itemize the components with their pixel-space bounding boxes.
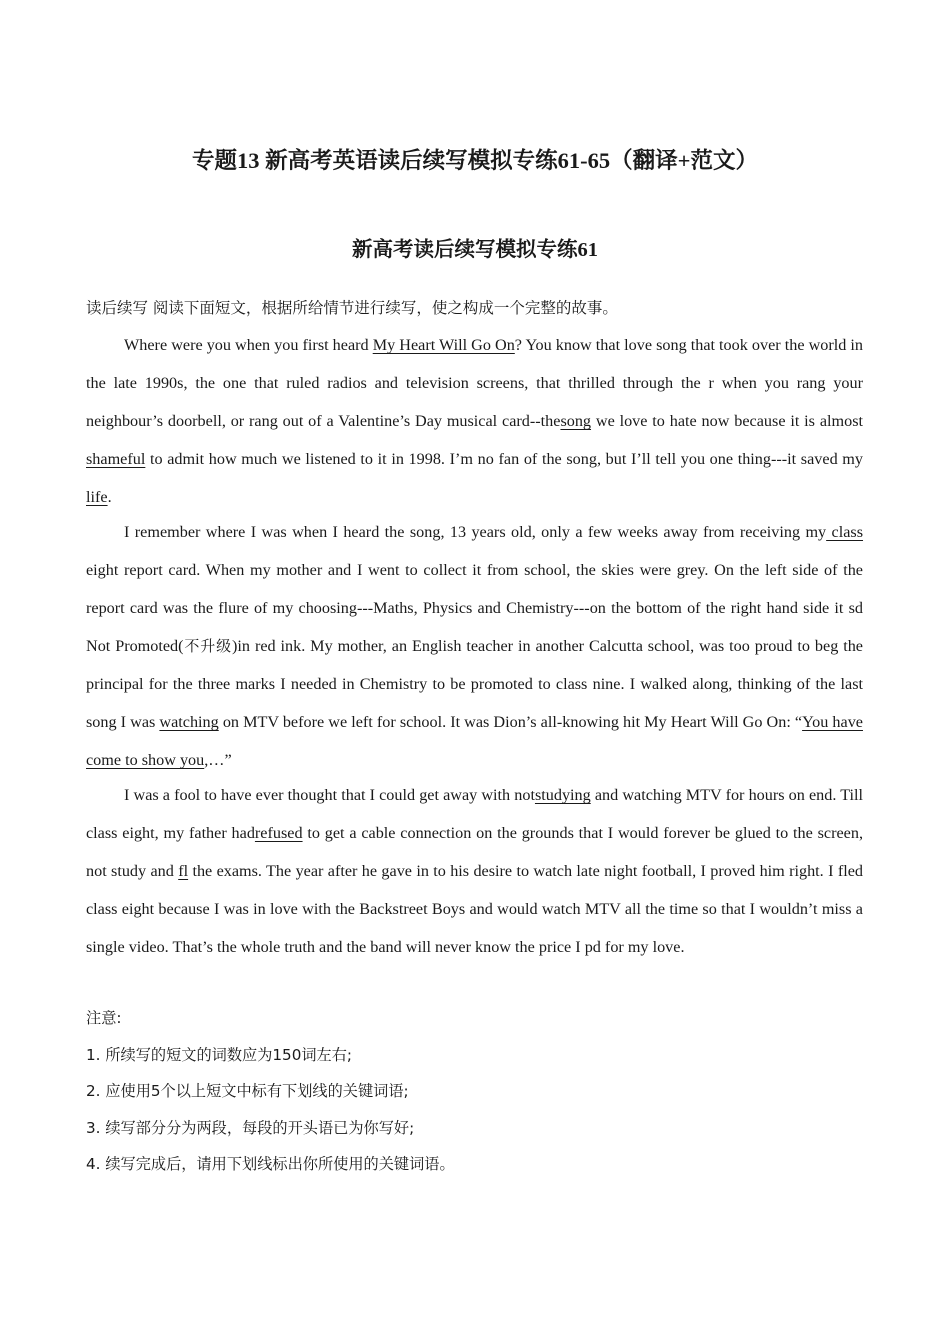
underlined-keyword: studying: [534, 786, 591, 804]
notes-item: 4. 续写完成后，请用下划线标出你所使用的关键词语。: [86, 1155, 455, 1173]
underlined-keyword: life: [86, 488, 108, 506]
chinese-gloss: 不升级: [183, 637, 233, 655]
notes-item: 2. 应使用5个以上短文中标有下划线的关键词语;: [86, 1082, 409, 1100]
document-title: 专题13 新高考英语读后续写模拟专练61-65（翻译+范文）: [192, 148, 758, 173]
underlined-keyword: refused: [254, 824, 303, 842]
underlined-keyword: My Heart Will Go On: [372, 336, 515, 354]
task-instruction: 读后续写 阅读下面短文，根据所给情节进行续写，使之构成一个完整的故事。: [86, 299, 618, 317]
notes-item: 3. 续写部分分为两段，每段的开头语已为你写好;: [86, 1118, 415, 1137]
text-run: to get a cable connection on the grounds that I would forever be glued to the screen, not study and: [86, 824, 863, 880]
text-run: eight report card. When my mother and I went to collect it from school, the skies were grey. On the left side of the report card was the flure of my choosing---Maths, Physics and Chemistry---on the bottom of the right hand side it sd Not Promoted(: [86, 561, 863, 655]
text-run: and watching MTV for hours on end. Till class eight, my father had: [86, 786, 864, 842]
text-run: on MTV before we left for school. It was Dion’s all-knowing hit My Heart Will Go On: “: [218, 713, 803, 731]
passage-paragraph-1: [86, 326, 863, 516]
text-run: ,…”: [204, 751, 232, 769]
notes-item: 1. 所续写的短文的词数应为150词左右;: [86, 1045, 353, 1064]
underlined-keyword: You have come to show you: [86, 713, 863, 769]
text-run: I was a fool to have ever thought that I could get away with not: [124, 786, 535, 804]
text-run: Where were you when you first heard: [124, 336, 373, 354]
underlined-keyword: watching: [159, 713, 219, 731]
notes-heading: 注意:: [86, 1009, 122, 1027]
underlined-keyword: class: [826, 523, 864, 541]
text-run: to admit how much we listened to it in 1998. I’m no fan of the song, but I’ll tell you one thing---it saved my: [145, 450, 863, 468]
text-run: ? You know that love song that took over the world in the late 1990s, the one that ruled radios and television screens, that thrilled through the r when you rang your neighbour’s doorbell, or rang out of a Valentine’s Day musical card--the: [86, 336, 863, 430]
text-run: I remember where I was when I heard the song, 13 years old, only a few weeks away from receiving my: [124, 523, 827, 541]
section-title: 新高考读后续写模拟专练61: [352, 239, 598, 261]
text-run: we love to hate now because it is almost: [591, 412, 863, 430]
notes-section: [86, 1003, 866, 1186]
text-run: .: [107, 488, 112, 506]
underlined-keyword: shameful: [86, 450, 146, 468]
passage-paragraph-3: [86, 776, 863, 966]
underlined-keyword: fl: [178, 862, 189, 880]
underlined-keyword: song: [560, 412, 592, 430]
passage-paragraph-2: [86, 513, 863, 779]
reading-passage: [86, 326, 863, 963]
text-run: the exams. The year after he gave in to his desire to watch late night football, I proved him right. I fled class eight because I was in love with the Backstreet Boys and would watch MTV all the time so that I wouldn’t miss a single video. That’s the whole truth and the band will never know the price I pd for my love.: [86, 862, 863, 956]
text-run: )in red ink. My mother, an English teacher in another Calcutta school, was too proud to beg the principal for the three marks I needed in Chemistry to be promoted to class nine. I walked along, thinking of the last song I was: [86, 637, 863, 731]
